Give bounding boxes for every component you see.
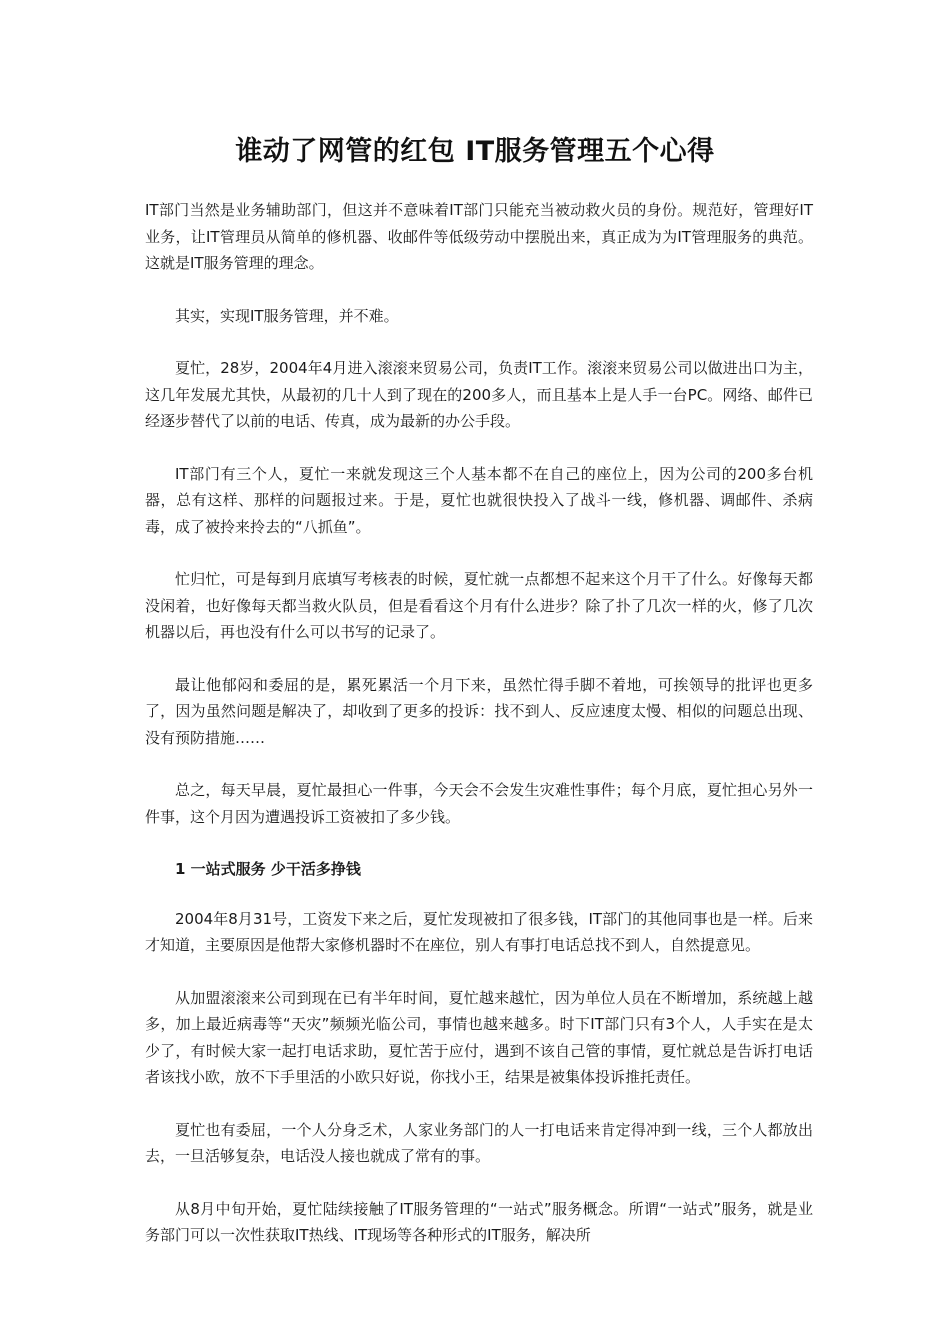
document-title: 谁动了网管的红包 IT服务管理五个心得	[235, 136, 715, 167]
paragraph: 其实，实现IT服务管理，并不难。	[175, 306, 399, 325]
section-heading: 1 一站式服务 少干活多挣钱	[175, 860, 361, 878]
paragraph: IT部门有三个人，夏忙一来就发现这三个人基本都不在自己的座位上，因为公司的200多台机器，总有这样、那样的问题报过来。于是，夏忙也就很快投入了战斗一线，修机器、调邮件、杀病毒，成了被拎来拎去的“八抓鱼”。	[145, 464, 813, 536]
paragraph: IT部门当然是业务辅助部门，但这并不意味着IT部门只能充当被动救火员的身份。规范好，管理好IT业务，让IT管理员从简单的修机器、收邮件等低级劳动中摆脱出来，真正成为为IT管理服务的典范。这就是IT服务管理的理念。	[145, 201, 813, 272]
paragraph: 夏忙，28岁，2004年4月进入滚滚来贸易公司，负责IT工作。滚滚来贸易公司以做进出口为主，这几年发展尤其快，从最初的几十人到了现在的200多人，而且基本上是人手一台PC。网络、邮件已经逐步替代了以前的电话、传真，成为最新的办公手段。	[145, 359, 813, 430]
paragraph: 最让他郁闷和委屈的是，累死累活一个月下来，虽然忙得手脚不着地，可挨领导的批评也更多了，因为虽然问题是解决了，却收到了更多的投诉：找不到人、反应速度太慢、相似的问题总出现、没有预防措施……	[145, 675, 813, 747]
paragraph: 从8月中旬开始，夏忙陆续接触了IT服务管理的“一站式”服务概念。所谓“一站式”服务，就是业务部门可以一次性获取IT热线、IT现场等各种形式的IT服务，解决所	[145, 1199, 813, 1244]
paragraph: 从加盟滚滚来公司到现在已有半年时间，夏忙越来越忙，因为单位人员在不断增加，系统越上越多，加上最近病毒等“天灾”频频光临公司，事情也越来越多。时下IT部门只有3个人，人手实在是太少了，有时候大家一起打电话求助，夏忙苦于应付，遇到不该自己管的事情，夏忙就总是告诉打电话者该找小欧，放不下手里活的小欧只好说，你找小王，结果是被集体投诉推托责任。	[145, 988, 813, 1086]
paragraph: 忙归忙，可是每到月底填写考核表的时候，夏忙就一点都想不起来这个月干了什么。好像每天都没闲着，也好像每天都当救火队员，但是看看这个月有什么进步？除了扑了几次一样的火，修了几次机器以后，再也没有什么可以书写的记录了。	[145, 570, 813, 641]
paragraph: 夏忙也有委屈，一个人分身乏术，人家业务部门的人一打电话来肯定得冲到一线，三个人都放出去，一旦活够复杂，电话没人接也就成了常有的事。	[145, 1120, 813, 1165]
document-body	[145, 197, 813, 1249]
paragraph: 总之，每天早晨，夏忙最担心一件事，今天会不会发生灾难性事件；每个月底，夏忙担心另外一件事，这个月因为遭遇投诉工资被扣了多少钱。	[145, 781, 813, 826]
paragraph: 2004年8月31号，工资发下来之后，夏忙发现被扣了很多钱，IT部门的其他同事也是一样。后来才知道，主要原因是他帮大家修机器时不在座位，别人有事打电话总找不到人，自然提意见。	[145, 909, 813, 954]
